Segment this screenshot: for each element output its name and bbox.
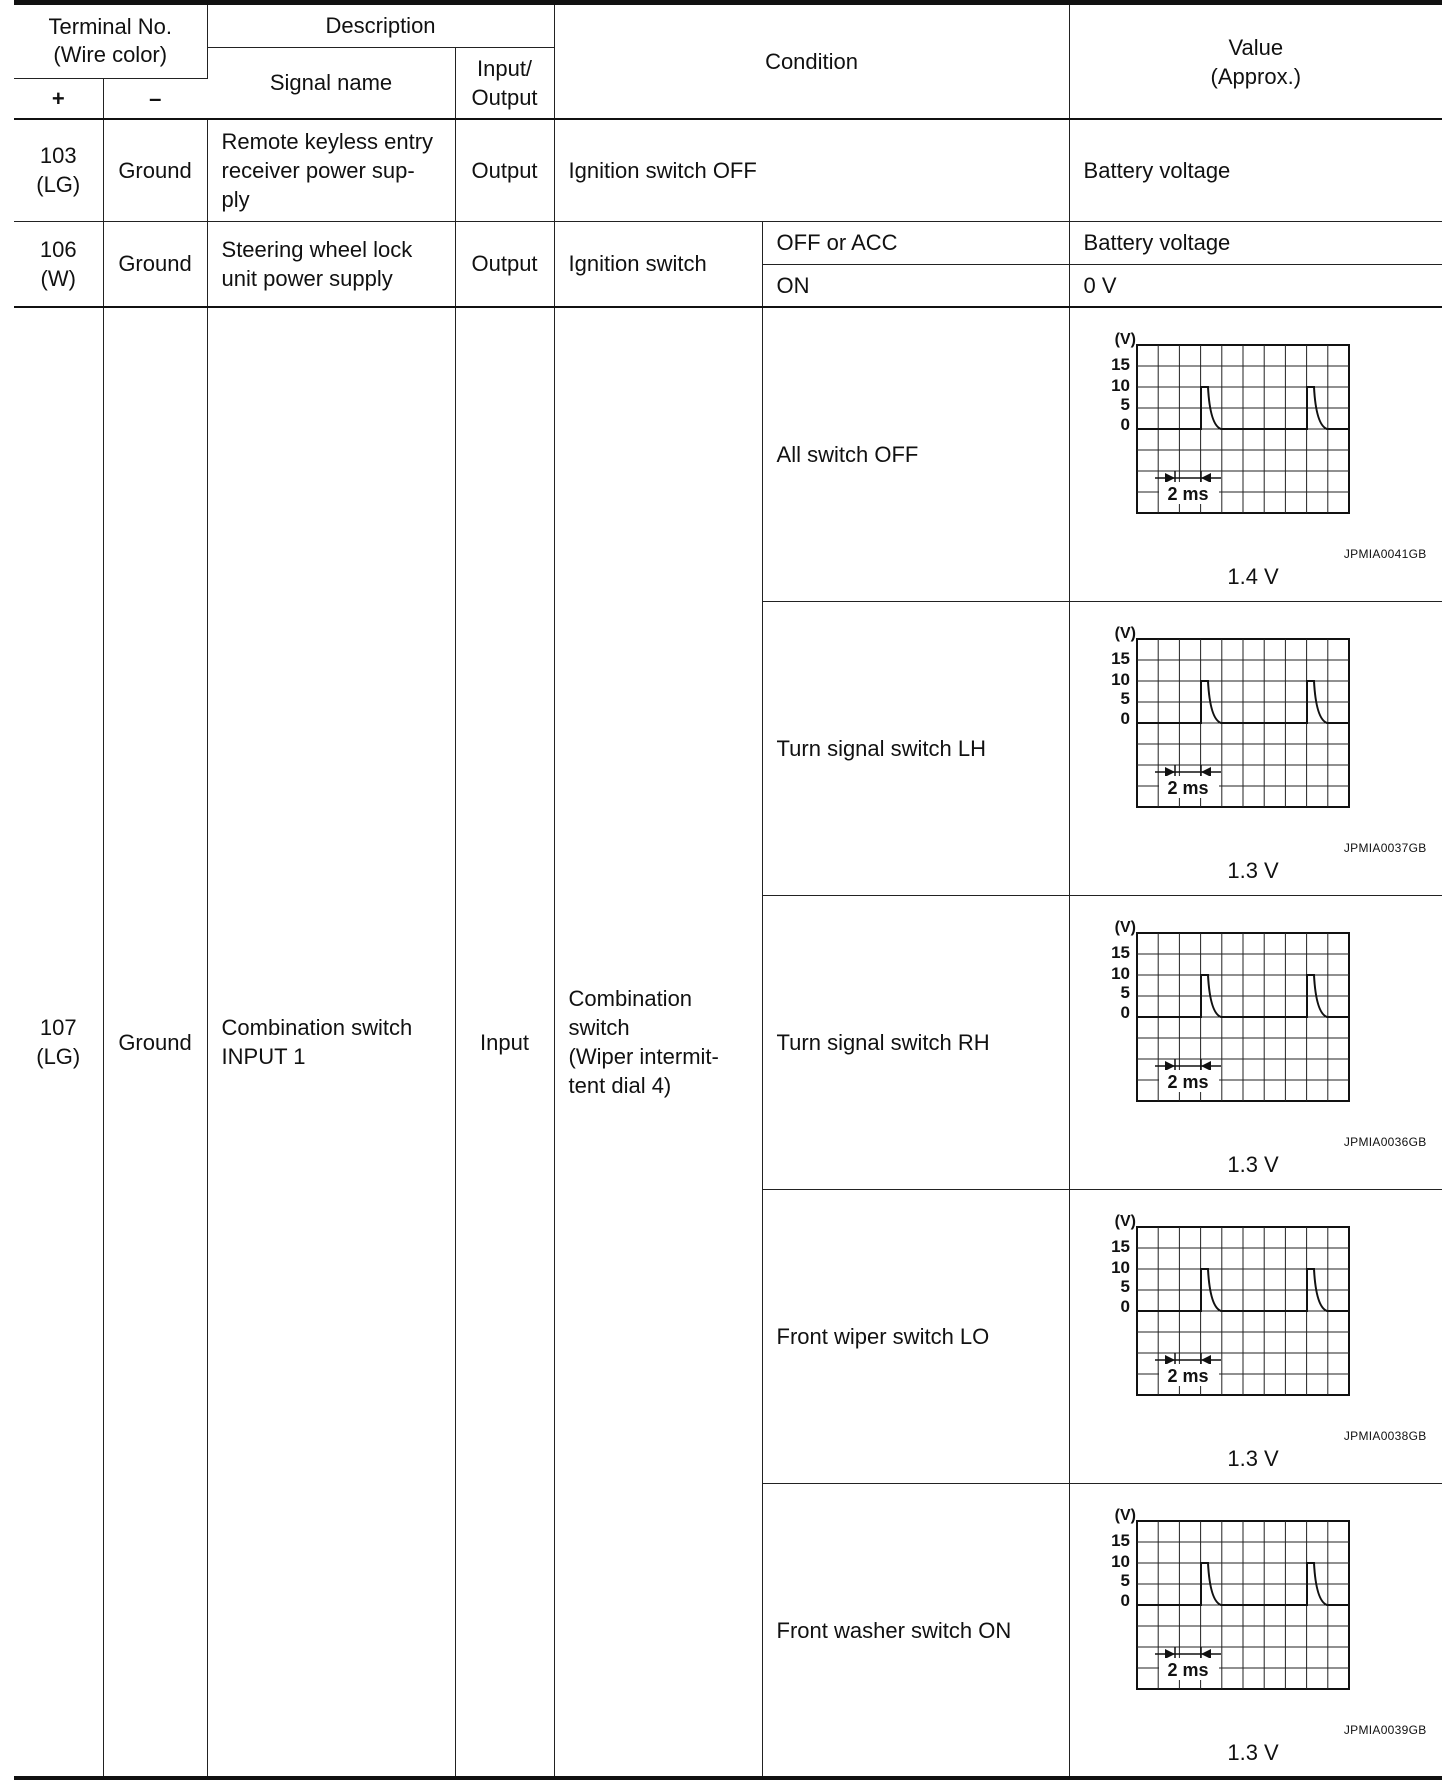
time-marker-arrow: [1165, 473, 1175, 483]
scope-unit-label: (V): [1114, 331, 1136, 349]
waveform-block: [1070, 1484, 1437, 1776]
scope-tick-label: 10: [1110, 1552, 1130, 1571]
scope-unit-label: (V): [1114, 625, 1136, 642]
terminal-cell: [14, 307, 103, 1777]
figure-code: JPMIA0037GB: [1343, 841, 1427, 855]
waveform-value: 1.3 V: [1227, 1740, 1279, 1765]
time-scale-label: 2 ms: [1167, 1660, 1209, 1680]
scope-unit-label: (V): [1114, 919, 1136, 936]
header-wire-color-label: (Wire color): [53, 42, 168, 68]
scope-tick-label: 15: [1110, 355, 1130, 375]
condition-line: (Wiper intermit-: [568, 1044, 719, 1070]
io-cell: Output: [455, 119, 554, 221]
waveform-value-cell: [1069, 1189, 1442, 1483]
waveform-value-cell: [1069, 1483, 1442, 1777]
oscilloscope-svg: [1070, 1210, 1370, 1410]
header-plus: +: [14, 78, 103, 119]
signal-name-cell: [207, 221, 455, 307]
scope-tick-label: 5: [1120, 395, 1130, 415]
figure-code: JPMIA0038GB: [1343, 1429, 1427, 1443]
time-scale-label: 2 ms: [1167, 1072, 1209, 1092]
oscilloscope-svg: [1070, 1504, 1370, 1704]
header-terminal-label: Terminal No.: [48, 14, 172, 40]
terminal-table-container: [14, 5, 1442, 1778]
condition-line: Combination: [568, 986, 693, 1012]
condition-state-cell: All switch OFF: [762, 307, 1069, 601]
header-io-line1: Input/: [477, 55, 533, 81]
scope-unit-label: (V): [1114, 1507, 1136, 1524]
header-input-output: [455, 47, 554, 119]
scope-tick-label: 10: [1110, 1258, 1130, 1277]
scope-tick-label: 0: [1120, 709, 1130, 728]
signal-line: INPUT 1: [221, 1044, 306, 1070]
time-scale-label: 2 ms: [1167, 1366, 1209, 1386]
wire-color: (LG): [36, 1044, 81, 1070]
signal-line: unit power supply: [221, 265, 393, 291]
scope-unit-label: (V): [1114, 1213, 1136, 1230]
scope-tick-label: 5: [1120, 1571, 1130, 1590]
scope-tick-label: 15: [1110, 1237, 1130, 1256]
scope-tick-label: 5: [1120, 983, 1130, 1002]
time-scale-label: 2 ms: [1167, 778, 1209, 798]
waveform-block: [1070, 308, 1437, 600]
time-marker-arrow: [1165, 767, 1175, 777]
scope-tick-label: 0: [1120, 1297, 1130, 1316]
ground-cell: Ground: [103, 307, 207, 1777]
time-marker-arrow: [1201, 473, 1211, 483]
table-row: [14, 119, 1442, 221]
header-minus: –: [103, 78, 207, 119]
scope-tick-label: 10: [1110, 964, 1130, 983]
condition-state-cell: Front washer switch ON: [762, 1483, 1069, 1777]
io-cell: Input: [455, 307, 554, 1777]
header-terminal-no: [14, 5, 207, 78]
waveform-value: 1.3 V: [1227, 1446, 1279, 1471]
wire-color: (LG): [36, 172, 81, 198]
condition-cell: Ignition switch: [554, 221, 762, 307]
signal-line: Combination switch: [221, 1015, 413, 1041]
terminal-table: [14, 5, 1442, 1778]
time-marker-arrow: [1165, 1649, 1175, 1659]
table-bottom-rule: [14, 1776, 1442, 1780]
waveform-value-cell: [1069, 895, 1442, 1189]
condition-state-cell: Turn signal switch LH: [762, 601, 1069, 895]
scope-tick-label: 0: [1120, 1003, 1130, 1022]
condition-state-cell: Front wiper switch LO: [762, 1189, 1069, 1483]
waveform-value: 1.3 V: [1227, 858, 1279, 883]
terminal-number: 106: [39, 236, 77, 262]
time-marker-arrow: [1201, 1061, 1211, 1071]
signal-line: Steering wheel lock: [221, 236, 413, 262]
scope-tick-label: 5: [1120, 1277, 1130, 1296]
waveform-block: [1070, 1190, 1437, 1482]
condition-line: switch: [568, 1015, 630, 1041]
waveform-value-cell: [1069, 601, 1442, 895]
terminal-cell: [14, 119, 103, 221]
header-condition: Condition: [554, 5, 1069, 119]
condition-state-cell: OFF or ACC: [762, 221, 1069, 264]
scope-tick-label: 15: [1110, 1531, 1130, 1550]
time-marker-arrow: [1201, 1355, 1211, 1365]
scope-tick-label: 15: [1110, 649, 1130, 668]
value-cell: Battery voltage: [1069, 221, 1442, 264]
header-approx-label: (Approx.): [1210, 63, 1302, 89]
terminal-cell: [14, 221, 103, 307]
terminal-number: 107: [39, 1015, 77, 1041]
ground-cell: Ground: [103, 119, 207, 221]
waveform-block: [1070, 896, 1437, 1188]
figure-code: JPMIA0041GB: [1343, 547, 1427, 562]
waveform-value: 1.4 V: [1227, 564, 1279, 590]
condition-state-cell: ON: [762, 264, 1069, 307]
io-cell: Output: [455, 221, 554, 307]
time-scale-label: 2 ms: [1167, 484, 1209, 505]
time-marker-arrow: [1201, 767, 1211, 777]
waveform-block: [1070, 602, 1437, 894]
signal-line: receiver power sup-: [221, 157, 415, 183]
value-cell: Battery voltage: [1069, 119, 1442, 221]
signal-name-cell: [207, 119, 455, 221]
time-marker-arrow: [1165, 1061, 1175, 1071]
header-value: [1069, 5, 1442, 119]
table-row: [14, 221, 1442, 264]
wire-color: (W): [40, 265, 76, 291]
ground-cell: Ground: [103, 221, 207, 307]
scope-tick-label: 0: [1120, 415, 1130, 435]
scope-tick-label: 10: [1110, 376, 1130, 396]
scope-tick-label: 15: [1110, 943, 1130, 962]
figure-code: JPMIA0036GB: [1343, 1135, 1427, 1149]
waveform-value-cell: [1069, 307, 1442, 601]
header-signal-name: Signal name: [207, 47, 455, 119]
header-value-label: Value: [1228, 34, 1284, 60]
header-io-line2: Output: [471, 84, 538, 110]
terminal-number: 103: [39, 143, 77, 169]
condition-cell: Ignition switch OFF: [554, 119, 1069, 221]
time-marker-arrow: [1201, 1649, 1211, 1659]
condition-line: tent dial 4): [568, 1073, 672, 1099]
condition-cell: [554, 307, 762, 1777]
oscilloscope-svg: [1070, 622, 1370, 822]
oscilloscope-svg: [1070, 328, 1370, 528]
signal-line: Remote keyless entry: [221, 128, 434, 154]
figure-code: JPMIA0039GB: [1343, 1723, 1427, 1737]
scope-tick-label: 0: [1120, 1591, 1130, 1610]
header-description: Description: [207, 5, 554, 47]
scope-tick-label: 5: [1120, 689, 1130, 708]
waveform-value: 1.3 V: [1227, 1152, 1279, 1177]
signal-name-cell: [207, 307, 455, 1777]
value-cell: 0 V: [1069, 264, 1442, 307]
condition-state-cell: Turn signal switch RH: [762, 895, 1069, 1189]
table-row: [14, 307, 1442, 601]
signal-line: ply: [221, 186, 250, 212]
time-marker-arrow: [1165, 1355, 1175, 1365]
scope-tick-label: 10: [1110, 670, 1130, 689]
oscilloscope-svg: [1070, 916, 1370, 1116]
